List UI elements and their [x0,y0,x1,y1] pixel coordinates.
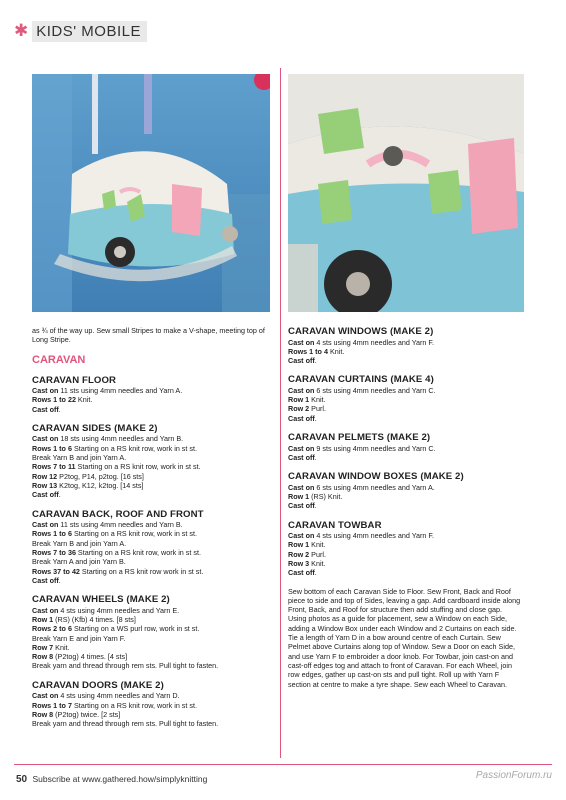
row-label: Cast on [288,482,315,492]
section-heading: CARAVAN FLOOR [32,374,117,386]
row-label: Rows 1 to 7 [32,700,72,710]
instruction-row [288,395,522,404]
instruction-row [288,501,522,510]
instruction-row [288,338,522,347]
section-title: CARAVAN [32,353,86,366]
row-text: . [314,452,317,462]
row-label: Cast on [288,531,315,541]
instruction-row [288,559,522,568]
instruction-row [32,395,272,404]
row-text: 6 sts using 4mm needles and Yarn A. [314,482,435,492]
row-label: Cast on [32,691,59,701]
instruction-row [32,405,272,414]
row-label: Row 13 [32,480,58,490]
row-label: Cast off [32,575,59,585]
instruction-row [288,404,522,413]
row-text: Starting on a WS purl row, work in st st. [71,624,200,634]
row-text: . [58,404,61,414]
assembly-text: Sew bottom of each Caravan Side to Floor. Sew Front, Back and Roof piece to side and top of Sides, leaving a gap. Add cardboard inside along Front, Back, and Roof for structure then add stuffing and close gap. Using photos as a guide for placement, sew a Window on each Side, adding a Window Box under each Window and 2 Curtains on each side. Tie a length of Yarn D in a bow around centre of each Curtain. Sew Pelmet above Curtains along top of Window. Sew a Door on each Side, and use Yarn F to embroider a door knob. For Towbar, join cast-on and cast-off edges tog and attach to front of Caravan. For each Wheel, join row edges, gather up cast-on sts and pull tight. Roll up with Yarn F section at centre to make a tyre shape. Sew each Wheel to Caravan. [288,586,521,689]
row-label: Cast off [288,356,315,366]
instruction-row [32,472,272,481]
instruction-row [32,520,272,529]
row-text: Knit. [75,395,93,405]
photo-caravan-closeup [288,74,524,312]
row-label: Rows 1 to 6 [32,443,72,453]
footer-rule [14,764,552,765]
row-label: Cast on [32,605,59,615]
row-text: 6 sts using 4mm needles and Yarn C. [314,385,436,395]
page-header [14,20,147,42]
pattern-section [32,423,272,500]
row-label: Cast on [32,386,59,396]
instruction-row [32,529,272,538]
column-divider [280,68,281,758]
row-text: 11 sts using 4mm needles and Yarn B. [58,520,183,530]
row-text: Knit. [327,346,345,356]
section-heading: CARAVAN SIDES (MAKE 2) [32,422,158,434]
row-text: . [314,413,317,423]
instruction-row [32,691,272,700]
section-heading: CARAVAN TOWBAR [288,519,382,531]
section-heading: CARAVAN WINDOWS (MAKE 2) [288,326,434,337]
row-text: Starting on a RS knit row, work in st st. [71,700,197,710]
instruction-row [32,624,272,633]
row-label: Cast off [288,413,315,423]
instruction-row [288,483,522,492]
instruction-row [32,652,272,661]
row-text: Purl. [309,549,326,559]
pattern-section [32,509,272,586]
row-text: 18 sts using 4mm needles and Yarn B. [58,434,184,444]
instruction-row [288,386,522,395]
section-heading: CARAVAN WINDOW BOXES (MAKE 2) [288,471,464,483]
instruction-row [32,386,272,395]
row-text: (P2tog) twice. [2 sts] [53,709,121,719]
instruction-row [32,453,272,462]
row-text: Knit. [309,558,326,568]
row-text: 9 sts using 4mm needles and Yarn C. [314,443,436,453]
row-text: (RS) (Kfb) 4 times. [8 sts] [53,614,136,624]
section-heading: CARAVAN CURTAINS (MAKE 4) [288,374,434,386]
instruction-row [32,576,272,585]
row-text: . [314,568,317,578]
row-text: 4 sts using 4mm needles and Yarn E. [58,605,180,615]
instruction-row [288,356,522,365]
row-label: Row 12 [32,471,58,481]
instruction-row [32,548,272,557]
row-text: . [58,575,61,585]
pattern-section [288,432,522,462]
instruction-row [32,444,272,453]
pattern-section [32,680,272,729]
instruction-row [32,643,272,652]
row-text: Break yarn and thread through rem sts. Pull tight to fasten. [32,661,219,671]
row-label: Row 1 [288,491,310,501]
instruction-row [32,567,272,576]
row-text: . [314,356,317,366]
photo-caravan-hanging [32,74,270,312]
row-text: Break Yarn A and join Yarn B. [32,557,126,567]
subscribe-text: Subscribe at www.gathered.how/simplyknitting [32,774,208,784]
row-text: Starting on a RS knit row, work in st st. [75,547,201,557]
instruction-row [32,661,272,670]
row-text: 4 sts using 4mm needles and Yarn F. [314,337,434,347]
section-heading: CARAVAN BACK, ROOF AND FRONT [32,508,204,520]
instruction-row [288,531,522,540]
instruction-row [32,615,272,624]
row-label: Rows 1 to 4 [288,346,328,356]
row-label: Cast off [288,568,315,578]
row-label: Cast off [32,404,59,414]
row-text: Break yarn and thread through rem sts. Pull tight to fasten. [32,719,219,729]
row-label: Row 2 [288,549,310,559]
footer [16,774,207,785]
watermark: PassionForum.ru [475,770,552,781]
section-heading: CARAVAN PELMETS (MAKE 2) [288,432,431,444]
left-column [32,326,272,728]
row-text: 4 sts using 4mm needles and Yarn F. [314,531,434,541]
instruction-row [288,414,522,423]
instruction-row [32,701,272,710]
instruction-row [32,634,272,643]
row-label: Row 1 [288,540,310,550]
row-label: Cast off [32,490,59,500]
row-text: Knit. [53,642,70,652]
header-title: KIDS' MOBILE [32,21,147,42]
row-label: Rows 7 to 36 [32,547,76,557]
row-label: Row 3 [288,558,310,568]
row-label: Cast on [32,434,59,444]
row-label: Rows 37 to 42 [32,566,80,576]
page-number: 50 [16,774,28,785]
row-text: Starting on a RS knit row work in st st. [79,566,204,576]
instruction-row [32,606,272,615]
row-text: (RS) Knit. [309,491,343,501]
pattern-section [32,594,272,671]
row-label: Rows 1 to 6 [32,529,72,539]
row-text: Break Yarn B and join Yarn A. [32,538,127,548]
row-label: Cast on [288,443,315,453]
row-label: Cast on [288,337,315,347]
pattern-section [32,375,272,414]
instruction-row [288,492,522,501]
row-label: Rows 2 to 6 [32,624,72,634]
row-label: Row 7 [32,642,54,652]
row-label: Row 2 [288,404,310,414]
section-heading: CARAVAN DOORS (MAKE 2) [32,679,164,691]
section-heading: CARAVAN WHEELS (MAKE 2) [32,594,170,606]
row-label: Cast on [288,385,315,395]
instruction-row [288,540,522,549]
row-label: Row 1 [288,395,310,405]
row-text: (P2tog) 4 times. [4 sts] [53,652,128,662]
right-column [288,326,522,689]
row-text: 4 sts using 4mm needles and Yarn D. [58,691,180,701]
row-label: Cast off [288,501,315,511]
instruction-row [288,347,522,356]
instruction-row [32,462,272,471]
instruction-row [288,453,522,462]
pattern-section [288,374,522,423]
instruction-row [32,557,272,566]
row-text: K2tog, K12, k2tog. [14 sts] [57,480,144,490]
instruction-row [32,434,272,443]
row-text: Purl. [309,404,326,414]
row-label: Row 1 [32,614,54,624]
row-text: P2tog, P14, p2tog. [16 sts] [57,471,144,481]
row-label: Cast off [288,452,315,462]
instruction-row [32,539,272,548]
instruction-row [32,490,272,499]
instruction-row [32,481,272,490]
row-text: Starting on a RS knit row, work in st st. [71,443,197,453]
flower-icon: ✱ [14,21,29,40]
row-text: Knit. [309,540,326,550]
row-text: . [314,501,317,511]
pattern-section [288,520,522,578]
intro-text: as ¾ of the way up. Sew small Stripes to make a V-shape, meeting top of Long Stripe. [32,326,265,345]
row-text: Starting on a RS knit row, work in st st. [75,462,201,472]
row-text: Break Yarn B and join Yarn A. [32,453,127,463]
row-text: 11 sts using 4mm needles and Yarn A. [58,386,183,396]
instruction-row [32,710,272,719]
instruction-row [32,719,272,728]
row-text: Knit. [309,395,326,405]
row-text: . [58,490,61,500]
row-label: Rows 7 to 11 [32,462,76,472]
pattern-section [288,326,522,365]
row-text: Break Yarn E and join Yarn F. [32,633,126,643]
row-label: Row 8 [32,709,54,719]
row-label: Cast on [32,520,59,530]
row-label: Row 8 [32,652,54,662]
row-label: Rows 1 to 22 [32,395,76,405]
row-text: Starting on a RS knit row, work in st st. [71,529,197,539]
instruction-row [288,444,522,453]
instruction-row [288,550,522,559]
instruction-row [288,568,522,577]
pattern-section [288,471,522,510]
